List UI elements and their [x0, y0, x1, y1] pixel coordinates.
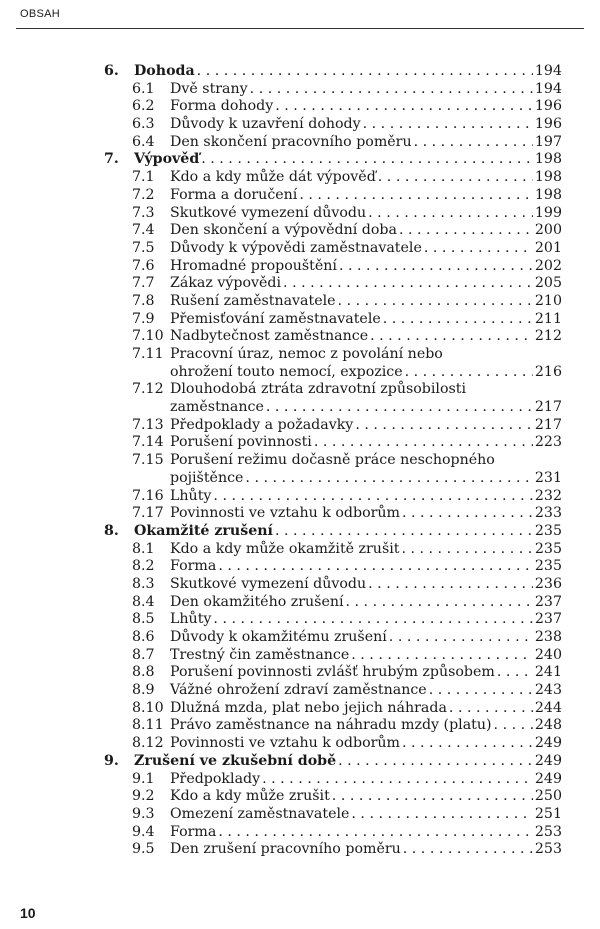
entry-title: Předpoklady	[170, 770, 261, 787]
entry-number: 7.3	[132, 204, 155, 221]
entry-title: Den skončení a výpovědní doba	[170, 222, 397, 239]
dot-leader	[378, 169, 533, 187]
dot-leader	[218, 558, 533, 576]
entry-number: 7.12	[132, 381, 164, 398]
entry-title: Výpověď	[134, 151, 200, 168]
entry-number: 7.6	[132, 257, 155, 274]
entry-title-continuation: pojištěnce	[170, 469, 244, 486]
entry-page: 243	[534, 682, 562, 699]
entry-page: 231	[534, 469, 562, 486]
entry-page: 198	[534, 186, 562, 203]
entry-page: 196	[534, 116, 562, 133]
entry-number: 9.3	[132, 805, 155, 822]
entry-title: Dohoda	[134, 63, 195, 79]
entry-number: 7.4	[132, 222, 155, 239]
dot-leader	[449, 700, 533, 718]
dot-leader	[405, 364, 533, 382]
dot-leader	[338, 753, 533, 771]
entry-page: 202	[534, 257, 562, 274]
toc-section-entry	[104, 346, 562, 364]
entry-number: 7.8	[132, 292, 155, 309]
entry-title: Důvody k výpovědi zaměstnavatele	[170, 239, 422, 256]
table-of-contents	[104, 63, 562, 859]
entry-page: 235	[534, 522, 562, 539]
entry-title: Důvody k uzavření dohody	[170, 116, 361, 133]
toc-section-entry	[104, 629, 562, 647]
entry-number: 8.8	[132, 664, 155, 681]
entry-number: 6.3	[132, 116, 155, 133]
entry-page: 201	[534, 239, 562, 256]
entry-page: 249	[534, 770, 562, 787]
entry-number: 9.2	[132, 788, 155, 805]
entry-page: 217	[534, 399, 562, 416]
entry-page: 235	[534, 540, 562, 557]
entry-number: 7.	[104, 151, 119, 168]
entry-number: 7.1	[132, 169, 155, 186]
entry-page: 198	[534, 151, 562, 168]
entry-number: 8.4	[132, 593, 155, 610]
entry-number: 7.5	[132, 239, 155, 256]
dot-leader	[368, 205, 533, 223]
toc-section-entry	[104, 505, 562, 523]
entry-title: Kdo a kdy může zrušit	[170, 788, 330, 805]
entry-page: 235	[534, 558, 562, 575]
toc-section-entry	[104, 824, 562, 842]
entry-title: Pracovní úraz, nemoc z povolání nebo	[170, 346, 443, 362]
entry-title: Právo zaměstnance na náhradu mzdy (platu)	[170, 717, 492, 734]
entry-page: 196	[534, 98, 562, 115]
toc-section-entry	[104, 275, 562, 293]
toc-chapter-entry	[104, 63, 562, 81]
dot-leader	[424, 240, 533, 258]
entry-number: 6.4	[132, 133, 155, 150]
entry-page: 197	[534, 133, 562, 150]
entry-title: Den skončení pracovního poměru	[170, 133, 412, 150]
entry-number: 7.14	[132, 434, 164, 451]
toc-section-entry	[104, 116, 562, 134]
toc-section-entry	[104, 417, 562, 435]
toc-section-entry	[104, 576, 562, 594]
entry-title: Dvě strany	[170, 80, 248, 97]
toc-section-entry	[104, 594, 562, 612]
entry-title: Povinnosti ve vztahu k odborům	[170, 505, 400, 522]
entry-number: 7.2	[132, 186, 155, 203]
dot-leader	[213, 611, 532, 629]
dot-leader	[283, 275, 533, 293]
toc-section-entry	[104, 328, 562, 346]
toc-section-entry	[104, 258, 562, 276]
dot-leader	[351, 647, 533, 665]
toc-section-entry	[104, 806, 562, 824]
toc-section-entry	[104, 293, 562, 311]
entry-page: 251	[534, 805, 562, 822]
toc-section-entry	[104, 205, 562, 223]
entry-page: 210	[534, 292, 562, 309]
entry-title: Skutkové vymezení důvodu	[170, 204, 367, 221]
header-rule	[16, 28, 584, 29]
dot-leader	[245, 470, 532, 488]
entry-number: 9.1	[132, 770, 155, 787]
dot-leader	[332, 788, 533, 806]
toc-section-entry	[104, 788, 562, 806]
entry-title: Porušení režimu dočasně práce neschopného	[170, 452, 495, 469]
entry-number: 8.3	[132, 575, 155, 592]
entry-number: 8.1	[132, 540, 155, 557]
toc-section-entry	[104, 381, 562, 399]
toc-section-entry	[104, 240, 562, 258]
entry-title: Rušení zaměstnavatele	[170, 292, 336, 309]
dot-leader	[197, 63, 533, 81]
entry-page: 237	[534, 593, 562, 610]
entry-title: Den zrušení pracovního poměru	[170, 841, 401, 858]
dot-leader	[351, 806, 533, 824]
entry-title: Den okamžitého zrušení	[170, 593, 344, 610]
dot-leader	[429, 682, 533, 700]
entry-number: 6.2	[132, 98, 155, 115]
dot-leader	[266, 399, 533, 417]
entry-number: 7.13	[132, 416, 164, 433]
entry-number: 7.7	[132, 275, 155, 292]
entry-page: 238	[534, 629, 562, 645]
entry-page: 194	[534, 80, 562, 97]
toc-chapter-entry	[104, 151, 562, 169]
entry-page: 233	[534, 505, 562, 522]
entry-title: Lhůty	[170, 611, 212, 628]
dot-leader	[401, 541, 532, 559]
dot-leader	[414, 134, 533, 152]
entry-number: 7.9	[132, 310, 155, 327]
entry-title: Nadbytečnost zaměstnance	[170, 328, 369, 345]
entry-title: Okamžité zrušení	[134, 522, 273, 539]
entry-number: 8.10	[132, 699, 164, 716]
dot-leader	[402, 505, 533, 523]
entry-title: Kdo a kdy může okamžitě zrušit	[170, 540, 400, 557]
entry-page: 194	[534, 63, 562, 79]
entry-page: 237	[534, 611, 562, 628]
entry-page: 249	[534, 735, 562, 752]
entry-title: Zákaz výpovědi	[170, 275, 282, 292]
dot-leader	[403, 841, 533, 859]
entry-number: 8.9	[132, 682, 155, 699]
entry-page: 248	[534, 717, 562, 734]
toc-section-entry	[104, 735, 562, 753]
dot-leader	[399, 222, 533, 240]
toc-section-entry	[104, 488, 562, 506]
entry-page: 253	[534, 823, 562, 840]
page-number: 10	[20, 905, 36, 921]
entry-title: Dlouhodobá ztráta zdravotní způsobilosti	[170, 381, 467, 398]
dot-leader	[370, 328, 533, 346]
entry-page: 249	[534, 752, 562, 769]
toc-section-entry	[104, 682, 562, 700]
entry-page: 216	[534, 363, 562, 380]
entry-page: 253	[534, 841, 562, 858]
entry-title: Skutkové vymezení důvodu	[170, 575, 367, 592]
entry-number: 8.11	[132, 717, 164, 734]
toc-section-entry	[104, 558, 562, 576]
toc-section-entry	[104, 311, 562, 329]
toc-section-entry	[104, 452, 562, 470]
entry-page: 217	[534, 416, 562, 433]
entry-title: Povinnosti ve vztahu k odborům	[170, 735, 400, 752]
toc-section-entry	[104, 700, 562, 718]
entry-title-continuation: zaměstnance	[170, 399, 264, 416]
toc-section-entry	[104, 771, 562, 789]
toc-chapter-entry	[104, 523, 562, 541]
entry-number: 8.2	[132, 558, 155, 575]
entry-page: 212	[534, 328, 562, 345]
entry-number: 8.5	[132, 611, 155, 628]
entry-number: 7.10	[132, 328, 164, 345]
entry-number: 8.	[104, 522, 119, 539]
dot-leader	[275, 523, 533, 541]
entry-title: Forma dohody	[170, 98, 274, 115]
toc-section-entry	[104, 611, 562, 629]
dot-leader	[262, 771, 533, 789]
toc-section-entry	[104, 434, 562, 452]
dot-leader	[314, 434, 533, 452]
dot-leader	[389, 629, 533, 647]
entry-number: 8.7	[132, 646, 155, 663]
dot-leader	[494, 717, 533, 735]
entry-title: Předpoklady a požadavky	[170, 416, 354, 433]
toc-section-entry	[104, 717, 562, 735]
dot-leader	[368, 576, 533, 594]
toc-section-entry	[104, 81, 562, 99]
entry-title: Omezení zaměstnavatele	[170, 805, 350, 822]
toc-section-entry	[104, 541, 562, 559]
entry-number: 7.15	[132, 452, 164, 469]
dot-leader	[339, 258, 533, 276]
toc-entry-continuation	[104, 364, 562, 382]
dot-leader	[275, 98, 533, 116]
entry-title: Porušení povinnosti	[170, 434, 312, 451]
entry-title: Forma	[170, 558, 217, 575]
entry-title: Kdo a kdy může dát výpověď	[170, 169, 376, 186]
toc-entry-continuation	[104, 470, 562, 488]
toc-section-entry	[104, 222, 562, 240]
entry-number: 7.17	[132, 505, 164, 522]
entry-number: 6.1	[132, 80, 155, 97]
dot-leader	[402, 735, 533, 753]
entry-number: 8.6	[132, 629, 155, 645]
entry-title: Přemisťování zaměstnavatele	[170, 310, 381, 327]
dot-leader	[338, 293, 533, 311]
dot-leader	[346, 594, 533, 612]
entry-page: 211	[534, 310, 562, 327]
entry-number: 8.12	[132, 735, 164, 752]
entry-title-continuation: ohrožení touto nemocí, expozice	[170, 363, 403, 380]
entry-page: 199	[534, 204, 562, 221]
entry-page: 198	[534, 169, 562, 186]
entry-number: 7.11	[132, 346, 164, 362]
entry-title: Hromadné propouštění	[170, 257, 337, 274]
dot-leader	[213, 488, 532, 506]
toc-entry-continuation	[104, 399, 562, 417]
entry-title: Důvody k okamžitému zrušení	[170, 629, 387, 645]
entry-page: 205	[534, 275, 562, 292]
entry-page: 200	[534, 222, 562, 239]
entry-page: 241	[534, 664, 562, 681]
entry-page: 223	[534, 434, 562, 451]
toc-section-entry	[104, 841, 562, 859]
entry-page: 232	[534, 487, 562, 504]
toc-chapter-entry	[104, 753, 562, 771]
entry-title: Trestný čin zaměstnance	[170, 646, 350, 663]
entry-page: 244	[534, 699, 562, 716]
dot-leader	[201, 151, 533, 169]
dot-leader	[218, 824, 533, 842]
dot-leader	[299, 187, 533, 205]
entry-number: 9.	[104, 752, 119, 769]
entry-title: Vážné ohrožení zdraví zaměstnance	[170, 682, 427, 699]
entry-page: 236	[534, 575, 562, 592]
toc-section-entry	[104, 98, 562, 116]
entry-page: 250	[534, 788, 562, 805]
dot-leader	[250, 81, 533, 99]
entry-number: 9.5	[132, 841, 155, 858]
entry-page: 240	[534, 646, 562, 663]
entry-title: Zrušení ve zkušební době	[134, 752, 337, 769]
entry-number: 9.4	[132, 823, 155, 840]
dot-leader	[363, 116, 533, 134]
toc-section-entry	[104, 169, 562, 187]
toc-section-entry	[104, 647, 562, 665]
entry-title: Forma	[170, 823, 217, 840]
entry-number: 7.16	[132, 487, 164, 504]
dot-leader	[355, 417, 533, 435]
toc-section-entry	[104, 187, 562, 205]
dot-leader	[383, 311, 533, 329]
entry-title: Forma a doručení	[170, 186, 298, 203]
entry-number: 6.	[104, 63, 119, 79]
toc-section-entry	[104, 664, 562, 682]
entry-title: Lhůty	[170, 487, 212, 504]
toc-section-entry	[104, 134, 562, 152]
entry-title: Dlužná mzda, plat nebo jejich náhrada	[170, 699, 447, 716]
running-header: OBSAH	[20, 8, 61, 20]
dot-leader	[497, 664, 533, 682]
entry-title: Porušení povinnosti zvlášť hrubým způsobem	[170, 664, 495, 681]
